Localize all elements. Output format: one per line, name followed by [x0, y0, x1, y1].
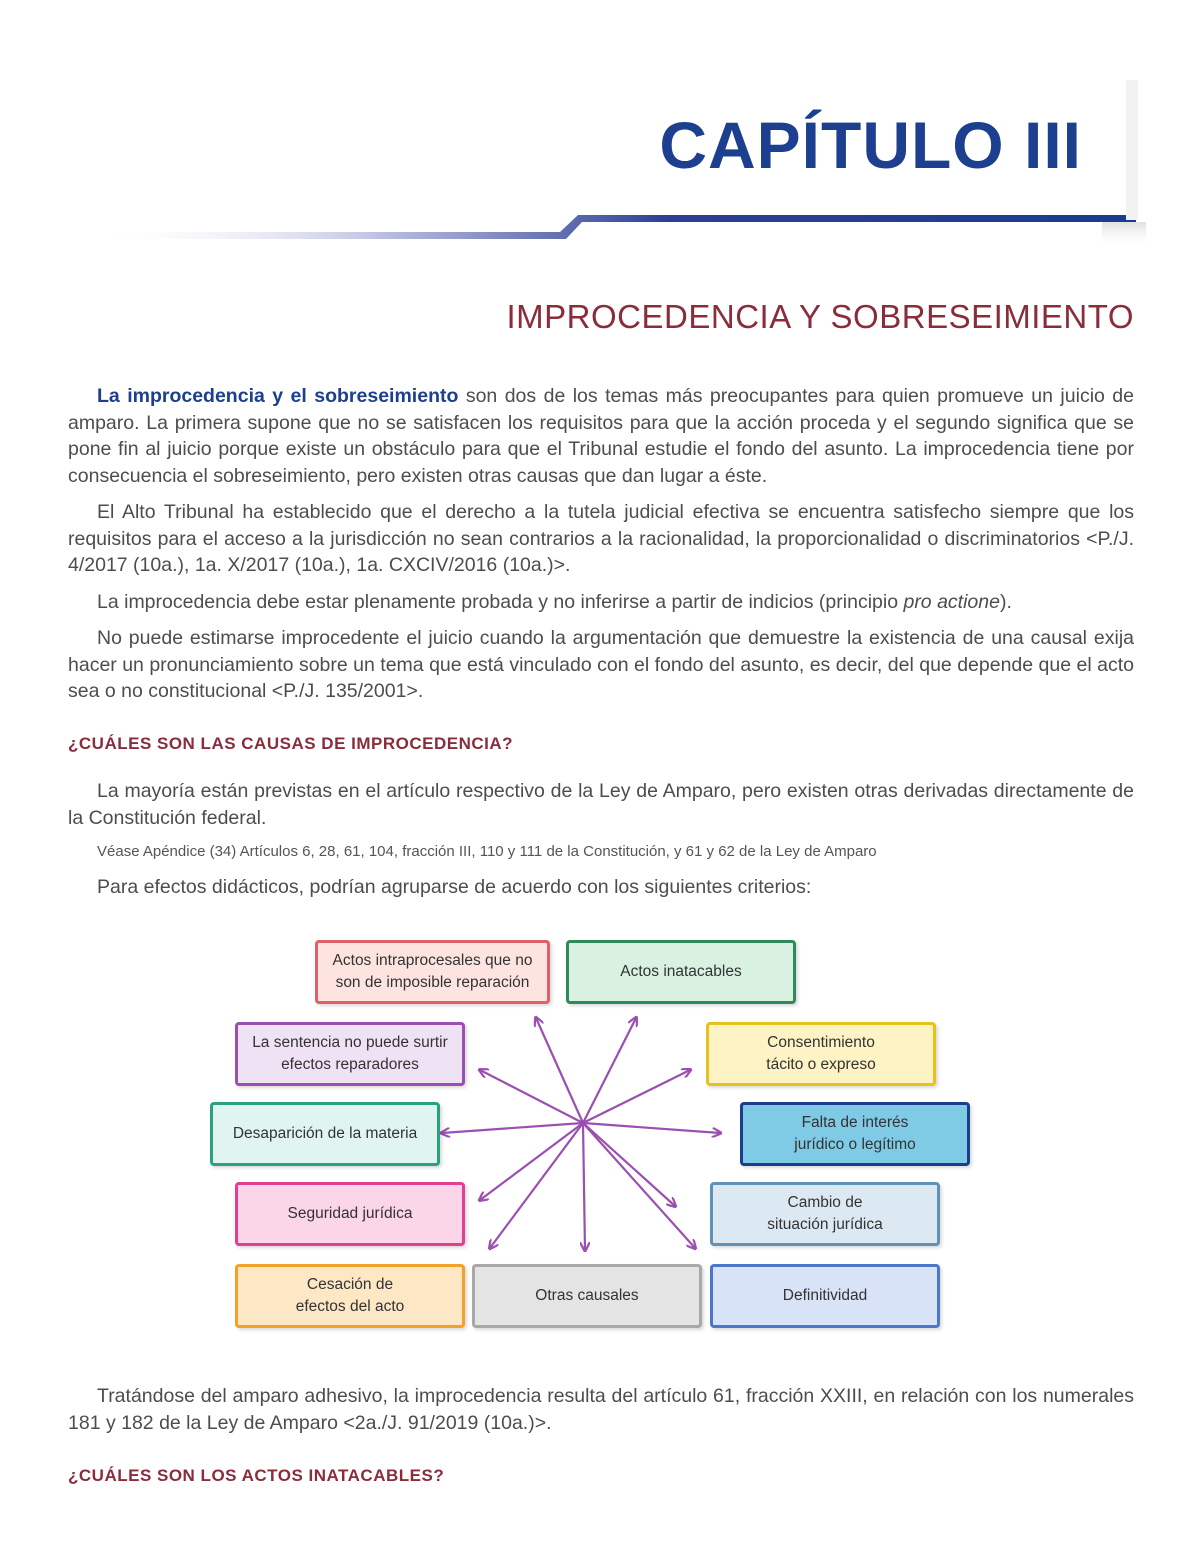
box-text-line: Consentimiento [767, 1034, 875, 1051]
box-unassailable-acts [566, 940, 796, 1004]
paragraph-5 [68, 778, 1134, 831]
paragraph-6 [68, 874, 1134, 901]
chapter-header [0, 0, 1200, 260]
box-text-line: Cambio de [787, 1194, 863, 1211]
italic-term: pro actione [903, 591, 1000, 613]
question-heading-unassailable: ¿CUÁLES SON LOS ACTOS INATACABLES? [68, 1466, 445, 1485]
diagram-arrow [536, 1018, 583, 1123]
paragraph-text: son dos de los temas más preocupantes para quien promueve un juicio de amparo. La primera supone que no se satisfacen los requisitos para que la acción proceda y el segundo significa que se pone fin al juicio porque existe un obstáculo para que el Tribunal estudie el fondo del asunto. La improcedencia tiene por consecuencia el sobreseimiento, pero existen otras causas que dan lugar a éste. [68, 385, 1134, 487]
box-text-line: Seguridad jurídica [287, 1205, 413, 1222]
box-disappearance-of-matter [210, 1102, 440, 1166]
paragraph-2 [68, 499, 1134, 579]
causes-diagram [200, 930, 990, 1340]
paragraph-text: No puede estimarse improcedente el juicio cuando la argumentación que demuestre la existencia de una causal exija hacer un pronunciamiento sobre un tema que está vinculado con el fondo del asunto, es decir, del que depende que el acto sea o no constitucional <P./J. 135/2001>. [68, 627, 1134, 702]
paragraph-text: Tratándose del amparo adhesivo, la improcedencia resulta del artículo 61, fracción XXIII, en relación con los numerales 181 y 182 de la Ley de Amparo <2a./J. 91/2019 (10a.)>. [68, 1385, 1134, 1434]
diagram-arrow [583, 1070, 690, 1123]
question-heading-causes: ¿CUÁLES SON LAS CAUSAS DE IMPROCEDENCIA? [68, 734, 514, 753]
chapter-title: CAPÍTULO III [659, 108, 1082, 182]
box-text-line: Cesación de [306, 1276, 394, 1293]
box-text-line: situación jurídica [767, 1216, 883, 1233]
highlight-text: La improcedencia y el sobreseimiento [97, 385, 459, 407]
box-no-restorative-effects [235, 1022, 465, 1086]
diagram-arrow [480, 1123, 583, 1200]
intro-paragraph [68, 383, 1134, 489]
box-text-line: Desaparición de la materia [232, 1125, 418, 1142]
box-text-line: Falta de interés [801, 1114, 909, 1131]
diagram-arrow [583, 1018, 636, 1123]
paragraph-3 [68, 589, 1134, 616]
box-text-line: efectos del acto [295, 1298, 405, 1315]
box-text-line: Actos inatacables [620, 963, 742, 980]
diagram-arrow [480, 1070, 583, 1123]
box-consent [706, 1022, 936, 1086]
box-definitiveness [710, 1264, 940, 1328]
box-text-line: son de imposible reparación [335, 974, 530, 991]
box-text-line: Definitividad [782, 1287, 868, 1304]
box-text-line: La sentencia no puede surtir [252, 1034, 448, 1051]
diagram-arrow [583, 1123, 720, 1133]
paragraph-7 [68, 1383, 1134, 1436]
box-text-line: jurídico o legítimo [794, 1136, 916, 1153]
paragraph-text: Para efectos didácticos, podrían agruparse de acuerdo con los siguientes criterios: [97, 876, 812, 898]
box-legal-certainty [235, 1182, 465, 1246]
paragraph-text: ). [999, 591, 1012, 613]
diagram-arrow [490, 1123, 583, 1248]
box-text-line: tácito o expreso [766, 1056, 876, 1073]
appendix-note: Véase Apéndice (34) Artículos 6, 28, 61, 104, fracción III, 110 y 111 de la Constitución, y 61 y 62 de la Ley de Amparo [97, 843, 877, 860]
diagram-arrow [583, 1123, 675, 1206]
box-text-line: Otras causales [535, 1287, 639, 1304]
box-other-grounds [472, 1264, 702, 1328]
box-change-of-situation [710, 1182, 940, 1246]
paragraph-4 [68, 625, 1134, 705]
paragraph-text: El Alto Tribunal ha establecido que el derecho a la tutela judicial efectiva se encuentra satisfecho siempre que los requisitos para el acceso a la jurisdicción no sean contrarios a la racionalidad, la proporcionalidad o discriminatorios <P./J. 4/2017 (10a.), 1a. X/2017 (10a.), 1a. CXCIV/2016 (10a.)>. [68, 501, 1134, 576]
paragraph-text: La improcedencia debe estar plenamente probada y no inferirse a partir de indicios (principio [97, 591, 904, 613]
paragraph-text: La mayoría están previstas en el artículo respectivo de la Ley de Amparo, pero existen otras derivadas directamente de la Constitución federal. [68, 780, 1134, 829]
diagram-arrow [583, 1123, 695, 1248]
box-text-line: Actos intraprocesales que no [332, 952, 533, 969]
box-cessation-of-effects [235, 1264, 465, 1328]
section-title: IMPROCEDENCIA Y SOBRESEIMIENTO [506, 298, 1134, 335]
diagram-arrow [442, 1123, 583, 1133]
box-text-line: efectos reparadores [281, 1056, 419, 1073]
box-non-irreparable-acts [315, 940, 550, 1004]
diagram-arrow [583, 1123, 585, 1250]
box-lack-of-interest [740, 1102, 970, 1166]
